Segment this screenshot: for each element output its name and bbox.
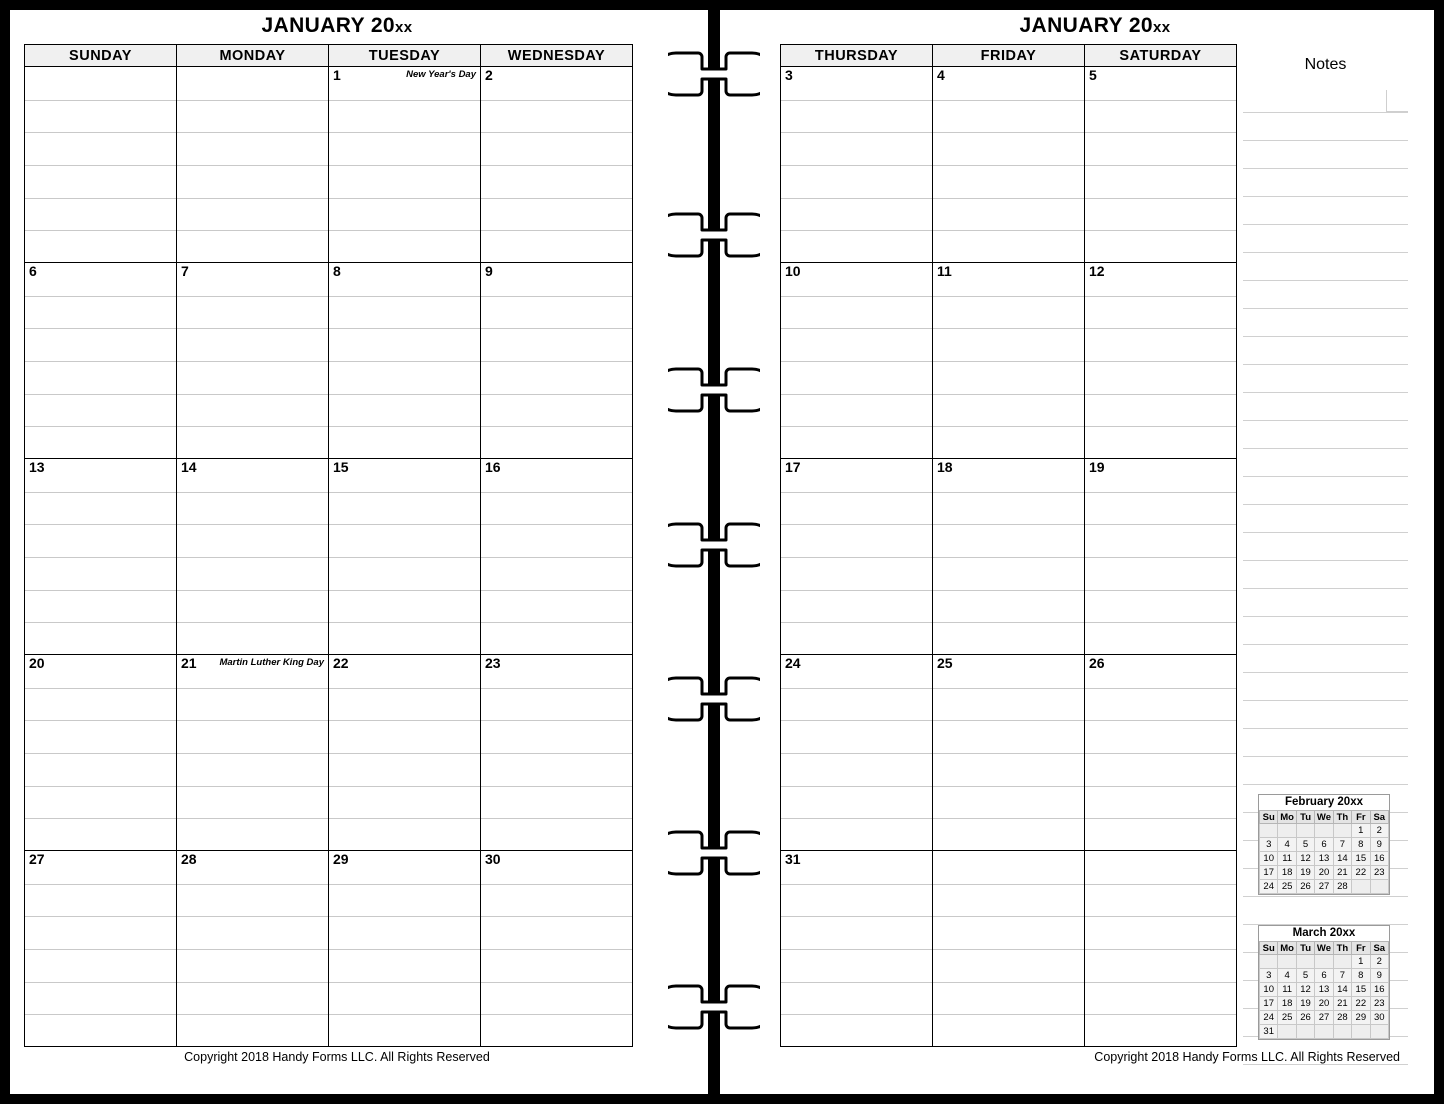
mini-weekday-fr: Fr [1352,811,1370,824]
mini-day-empty [1352,1025,1370,1039]
binder-ring-icon [668,211,760,259]
right-week-row [781,655,1237,851]
page-corner-fold [1386,90,1408,112]
day-number: 18 [937,459,953,475]
mini-day-4[interactable]: 4 [1278,838,1296,852]
day-ruled-lines [1085,851,1236,1046]
right-day-cell-4[interactable] [933,67,1085,263]
mini-weekday-fr: Fr [1352,942,1370,955]
right-page-year-suffix: xx [1153,19,1171,36]
right-week-row [781,67,1237,263]
day-number: 6 [29,263,37,279]
left-header-sunday: SUNDAY [25,45,177,67]
day-ruled-lines [481,851,632,1046]
mini-day-22[interactable]: 22 [1352,997,1370,1011]
right-day-cell-empty[interactable] [1085,851,1237,1047]
right-header-saturday: SATURDAY [1085,45,1237,67]
left-header-tuesday: TUESDAY [329,45,481,67]
notes-label: Notes [1304,56,1347,73]
mini-day-26[interactable]: 26 [1296,1011,1314,1025]
holiday-label: New Year's Day [406,69,476,80]
mini-day-7[interactable]: 7 [1333,838,1351,852]
day-ruled-lines [177,655,328,850]
mini-calendar-march [1258,925,1390,1040]
left-day-cell-29[interactable] [329,851,481,1047]
mini-day-2[interactable]: 2 [1370,955,1388,969]
left-day-cell-6[interactable] [25,263,177,459]
day-number: 19 [1089,459,1105,475]
mini-day-30[interactable]: 30 [1370,1011,1388,1025]
left-day-cell-30[interactable] [481,851,633,1047]
left-day-cell-1[interactable] [329,67,481,263]
mini-day-empty [1296,1025,1314,1039]
day-number: 17 [785,459,801,475]
mini-day-27[interactable]: 27 [1315,1011,1333,1025]
mini-day-16[interactable]: 16 [1370,852,1388,866]
binder-ring-icon [668,983,760,1031]
day-ruled-lines [933,263,1084,458]
mini-day-empty [1260,955,1278,969]
day-number: 22 [333,655,349,671]
day-number: 20 [29,655,45,671]
mini-day-6[interactable]: 6 [1315,838,1333,852]
page-border-top [0,0,1444,10]
mini-day-3[interactable]: 3 [1260,969,1278,983]
mini-calendar-february [1258,794,1390,895]
mini-day-23[interactable]: 23 [1370,866,1388,880]
left-copyright: Copyright 2018 Handy Forms LLC. All Rights Reserved [184,1050,490,1064]
mini-day-25[interactable]: 25 [1278,880,1296,894]
day-ruled-lines [177,263,328,458]
left-page-title [24,14,650,38]
day-ruled-lines [933,67,1084,262]
mini-day-20[interactable]: 20 [1315,997,1333,1011]
day-ruled-lines [177,459,328,654]
mini-week-row [1260,838,1389,852]
mini-day-17[interactable]: 17 [1260,997,1278,1011]
mini-calendar-march-title: March 20xx [1259,926,1389,941]
mini-weekday-tu: Tu [1296,942,1314,955]
day-ruled-lines [781,263,932,458]
left-day-cell-8[interactable] [329,263,481,459]
mini-day-empty [1315,955,1333,969]
notes-column [1243,14,1408,1084]
day-number: 11 [937,263,952,279]
mini-day-empty [1315,824,1333,838]
left-page-year-suffix: xx [395,19,413,36]
day-number: 23 [485,655,501,671]
mini-day-10[interactable]: 10 [1260,983,1278,997]
mini-day-16[interactable]: 16 [1370,983,1388,997]
mini-week-row [1260,955,1389,969]
day-ruled-lines [781,655,932,850]
mini-day-13[interactable]: 13 [1315,852,1333,866]
left-day-cell-22[interactable] [329,655,481,851]
mini-day-8[interactable]: 8 [1352,838,1370,852]
right-calendar-grid [780,44,1237,1047]
mini-week-row [1260,866,1389,880]
day-number: 26 [1089,655,1105,671]
day-number: 2 [485,67,493,83]
right-copyright: Copyright 2018 Handy Forms LLC. All Rights Reserved [1094,1050,1400,1064]
day-ruled-lines [25,851,176,1046]
mini-day-1[interactable]: 1 [1352,824,1370,838]
mini-day-28[interactable]: 28 [1333,880,1351,894]
mini-weekday-th: Th [1333,942,1351,955]
day-ruled-lines [1085,459,1236,654]
right-day-cell-25[interactable] [933,655,1085,851]
day-number: 15 [333,459,349,475]
mini-day-11[interactable]: 11 [1278,983,1296,997]
mini-day-empty [1333,824,1351,838]
left-day-cell-15[interactable] [329,459,481,655]
right-day-cell-5[interactable] [1085,67,1237,263]
right-day-cell-19[interactable] [1085,459,1237,655]
right-day-cell-31[interactable] [781,851,933,1047]
day-number: 4 [937,67,945,83]
mini-day-24[interactable]: 24 [1260,880,1278,894]
right-day-cell-18[interactable] [933,459,1085,655]
left-calendar-grid [24,44,633,1047]
day-ruled-lines [329,655,480,850]
left-week-row [25,67,633,263]
mini-weekday-we: We [1315,942,1333,955]
mini-calendar-february-title: February 20xx [1259,795,1389,810]
mini-day-26[interactable]: 26 [1296,880,1314,894]
mini-day-24[interactable]: 24 [1260,1011,1278,1025]
mini-day-empty [1278,1025,1296,1039]
day-ruled-lines [329,263,480,458]
right-header-thursday: THURSDAY [781,45,933,67]
mini-day-empty [1315,1025,1333,1039]
mini-weekday-sa: Sa [1370,811,1388,824]
left-page [24,14,650,1084]
left-day-cell-14[interactable] [177,459,329,655]
page-border-right [1434,0,1444,1104]
mini-day-empty [1296,955,1314,969]
day-number: 27 [29,851,45,867]
day-number: 21 [181,655,197,671]
left-page-month: JANUARY 20 [261,14,396,37]
day-ruled-lines [177,851,328,1046]
day-ruled-lines [1085,67,1236,262]
mini-day-9[interactable]: 9 [1370,838,1388,852]
day-number: 29 [333,851,349,867]
mini-day-5[interactable]: 5 [1296,969,1314,983]
day-ruled-lines [329,459,480,654]
right-day-cell-24[interactable] [781,655,933,851]
mini-day-20[interactable]: 20 [1315,866,1333,880]
mini-day-6[interactable]: 6 [1315,969,1333,983]
mini-weekday-mo: Mo [1278,942,1296,955]
mini-calendar-march-grid [1259,941,1389,1039]
mini-weekday-tu: Tu [1296,811,1314,824]
day-ruled-lines [1085,655,1236,850]
day-number: 30 [485,851,501,867]
left-day-cell-9[interactable] [481,263,633,459]
mini-day-23[interactable]: 23 [1370,997,1388,1011]
mini-day-18[interactable]: 18 [1278,997,1296,1011]
binder-ring-icon [668,50,760,98]
mini-day-21[interactable]: 21 [1333,997,1351,1011]
right-day-cell-17[interactable] [781,459,933,655]
right-day-cell-10[interactable] [781,263,933,459]
left-day-cell-empty[interactable] [25,67,177,263]
mini-day-5[interactable]: 5 [1296,838,1314,852]
left-day-cell-28[interactable] [177,851,329,1047]
left-header-monday: MONDAY [177,45,329,67]
mini-weekday-su: Su [1260,811,1278,824]
day-ruled-lines [25,67,176,262]
day-number: 25 [937,655,953,671]
left-day-cell-13[interactable] [25,459,177,655]
day-ruled-lines [481,459,632,654]
mini-day-empty [1370,880,1388,894]
left-week-row [25,459,633,655]
page-border-left [0,0,10,1104]
day-ruled-lines [25,655,176,850]
right-day-cell-11[interactable] [933,263,1085,459]
left-day-cell-23[interactable] [481,655,633,851]
mini-day-8[interactable]: 8 [1352,969,1370,983]
mini-weekday-th: Th [1333,811,1351,824]
right-week-row [781,851,1237,1047]
mini-day-19[interactable]: 19 [1296,866,1314,880]
day-ruled-lines [781,459,932,654]
day-ruled-lines [933,655,1084,850]
mini-weekday-su: Su [1260,942,1278,955]
mini-day-29[interactable]: 29 [1352,1011,1370,1025]
mini-day-27[interactable]: 27 [1315,880,1333,894]
mini-day-7[interactable]: 7 [1333,969,1351,983]
right-page-month: JANUARY 20 [1019,14,1154,37]
day-ruled-lines [481,655,632,850]
left-header-wednesday: WEDNESDAY [481,45,633,67]
day-ruled-lines [481,263,632,458]
day-number: 5 [1089,67,1097,83]
day-ruled-lines [781,67,932,262]
day-ruled-lines [481,67,632,262]
day-ruled-lines [25,459,176,654]
mini-day-empty [1278,955,1296,969]
binder-ring-icon [668,366,760,414]
day-number: 7 [181,263,189,279]
left-day-cell-16[interactable] [481,459,633,655]
mini-weekday-we: We [1315,811,1333,824]
mini-day-2[interactable]: 2 [1370,824,1388,838]
mini-week-row [1260,1025,1389,1039]
day-ruled-lines [781,851,932,1046]
mini-week-row [1260,880,1389,894]
left-day-cell-21[interactable] [177,655,329,851]
left-day-cell-empty[interactable] [177,67,329,263]
mini-day-21[interactable]: 21 [1333,866,1351,880]
left-week-row [25,655,633,851]
right-week-row [781,263,1237,459]
mini-day-empty [1333,955,1351,969]
mini-day-22[interactable]: 22 [1352,866,1370,880]
right-day-cell-empty[interactable] [933,851,1085,1047]
day-number: 24 [785,655,801,671]
mini-weekday-mo: Mo [1278,811,1296,824]
day-number: 8 [333,263,341,279]
mini-day-31[interactable]: 31 [1260,1025,1278,1039]
mini-week-row [1260,1011,1389,1025]
page-border-bottom [0,1094,1444,1104]
mini-day-18[interactable]: 18 [1278,866,1296,880]
mini-week-row [1260,824,1389,838]
mini-day-25[interactable]: 25 [1278,1011,1296,1025]
day-number: 31 [785,851,801,867]
mini-day-9[interactable]: 9 [1370,969,1388,983]
day-number: 9 [485,263,493,279]
mini-calendar-february-grid [1259,810,1389,894]
binder-ring-icon [668,675,760,723]
left-week-row [25,263,633,459]
left-day-cell-7[interactable] [177,263,329,459]
mini-day-empty [1278,824,1296,838]
mini-week-row [1260,969,1389,983]
mini-day-empty [1352,880,1370,894]
mini-day-11[interactable]: 11 [1278,852,1296,866]
mini-day-empty [1260,824,1278,838]
right-day-cell-12[interactable] [1085,263,1237,459]
day-number: 28 [181,851,197,867]
mini-day-14[interactable]: 14 [1333,852,1351,866]
day-number: 12 [1089,263,1105,279]
mini-weekday-sa: Sa [1370,942,1388,955]
mini-day-10[interactable]: 10 [1260,852,1278,866]
mini-day-19[interactable]: 19 [1296,997,1314,1011]
mini-week-row [1260,997,1389,1011]
mini-day-1[interactable]: 1 [1352,955,1370,969]
mini-day-15[interactable]: 15 [1352,852,1370,866]
day-number: 10 [785,263,801,279]
right-header-friday: FRIDAY [933,45,1085,67]
binder-ring-icon [668,521,760,569]
mini-day-15[interactable]: 15 [1352,983,1370,997]
day-ruled-lines [1085,263,1236,458]
mini-day-12[interactable]: 12 [1296,852,1314,866]
day-number: 14 [181,459,197,475]
left-week-row [25,851,633,1047]
left-day-cell-2[interactable] [481,67,633,263]
day-number: 3 [785,67,793,83]
holiday-label: Martin Luther King Day [219,657,324,668]
day-ruled-lines [329,851,480,1046]
day-ruled-lines [933,459,1084,654]
day-number: 1 [333,67,341,83]
mini-day-empty [1370,1025,1388,1039]
day-number: 16 [485,459,501,475]
binder-ring-icon [668,829,760,877]
mini-day-empty [1333,1025,1351,1039]
mini-week-row [1260,852,1389,866]
right-week-row [781,459,1237,655]
mini-day-4[interactable]: 4 [1278,969,1296,983]
mini-day-3[interactable]: 3 [1260,838,1278,852]
left-day-cell-27[interactable] [25,851,177,1047]
right-day-cell-3[interactable] [781,67,933,263]
mini-day-28[interactable]: 28 [1333,1011,1351,1025]
mini-day-17[interactable]: 17 [1260,866,1278,880]
mini-week-row [1260,983,1389,997]
day-number: 13 [29,459,45,475]
right-day-cell-26[interactable] [1085,655,1237,851]
mini-day-empty [1296,824,1314,838]
mini-day-12[interactable]: 12 [1296,983,1314,997]
day-ruled-lines [933,851,1084,1046]
mini-day-13[interactable]: 13 [1315,983,1333,997]
mini-day-14[interactable]: 14 [1333,983,1351,997]
day-ruled-lines [25,263,176,458]
left-day-cell-20[interactable] [25,655,177,851]
day-ruled-lines [177,67,328,262]
day-ruled-lines [329,67,480,262]
